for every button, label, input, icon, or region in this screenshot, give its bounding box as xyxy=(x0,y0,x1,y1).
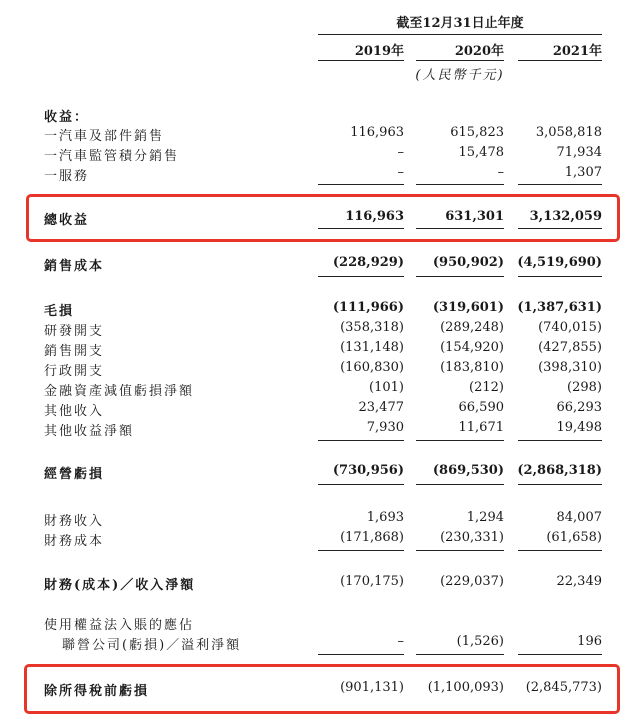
cell-2020: (319,601) xyxy=(432,300,504,315)
cell-2021: 84,007 xyxy=(556,510,602,525)
cell-2020: (1,100,093) xyxy=(427,680,504,695)
cell-2019: 116,963 xyxy=(345,209,404,224)
cell-2019: – xyxy=(397,165,404,180)
subtotal-line xyxy=(318,550,404,551)
row-label: 毛損 xyxy=(44,304,75,319)
year-underline xyxy=(416,60,504,61)
cell-2021: (61,658) xyxy=(546,530,602,545)
cell-2021: (1,387,631) xyxy=(517,300,602,315)
cell-2021: 71,934 xyxy=(556,145,602,160)
subtotal-line xyxy=(416,654,504,655)
row-label: 一汽車監管積分銷售 xyxy=(44,149,180,164)
cell-2021: 66,293 xyxy=(556,400,602,415)
row-label: 財務收入 xyxy=(44,514,105,529)
total-line xyxy=(318,228,404,229)
year-2020-header: 2020年 xyxy=(454,44,504,59)
cell-2020: 631,301 xyxy=(445,209,504,224)
cell-2019: (131,148) xyxy=(340,340,404,355)
row-label: 金融資產減值虧損淨額 xyxy=(44,384,195,399)
subtotal-line xyxy=(416,550,504,551)
cell-2021: 22,349 xyxy=(556,574,602,589)
cell-2021: 3,058,818 xyxy=(535,125,602,140)
period-underline xyxy=(318,34,602,35)
row-label: 銷售開支 xyxy=(44,344,105,359)
cell-2019: (730,956) xyxy=(332,463,404,478)
cell-2020: (230,331) xyxy=(440,530,504,545)
cell-2019: 1,693 xyxy=(366,510,404,525)
subtotal-line xyxy=(416,484,504,485)
row-label: 研發開支 xyxy=(44,324,105,339)
cell-2020: 1,294 xyxy=(466,510,504,525)
subtotal-line xyxy=(416,276,504,277)
cell-2020: 66,590 xyxy=(458,400,504,415)
row-label: 其他收益淨額 xyxy=(44,424,135,439)
cell-2020: – xyxy=(497,165,504,180)
cell-2020: 11,671 xyxy=(458,420,504,435)
year-underline xyxy=(318,60,404,61)
subtotal-line xyxy=(518,184,602,185)
total-line xyxy=(518,228,602,229)
cell-2020: (212) xyxy=(469,380,504,395)
cell-2019: (160,830) xyxy=(340,360,404,375)
row-label: 一服務 xyxy=(44,169,90,184)
cell-2019: 23,477 xyxy=(358,400,404,415)
period-header: 截至12月31日止年度 xyxy=(396,16,524,31)
cell-2021: (740,015) xyxy=(538,320,602,335)
row-label: 使用權益法入賬的應佔 xyxy=(44,618,195,633)
cell-2019: (171,868) xyxy=(340,530,404,545)
cell-2021: (427,855) xyxy=(538,340,602,355)
cell-2019: 116,963 xyxy=(350,125,404,140)
row-label: 財務成本 xyxy=(44,534,105,549)
row-label-continued: 聯營公司(虧損)／溢利淨額 xyxy=(62,638,242,653)
row-label: 其他收入 xyxy=(44,404,105,419)
cell-2020: (229,037) xyxy=(440,574,504,589)
subtotal-line xyxy=(518,550,602,551)
year-underline xyxy=(518,60,602,61)
cell-2019: (170,175) xyxy=(340,574,404,589)
cell-2019: (358,318) xyxy=(340,320,404,335)
cell-2021: 196 xyxy=(577,634,602,649)
cell-2019: – xyxy=(397,145,404,160)
cell-2021: (398,310) xyxy=(538,360,602,375)
subtotal-line xyxy=(318,484,404,485)
row-label: 經營虧損 xyxy=(44,467,105,482)
row-label: 財務(成本)／收入淨額 xyxy=(44,578,196,593)
subtotal-line xyxy=(518,440,602,441)
unit-label: (人民幣千元) xyxy=(415,68,505,83)
year-2021-header: 2021年 xyxy=(552,44,602,59)
subtotal-line xyxy=(518,276,602,277)
subtotal-line xyxy=(318,440,404,441)
subtotal-line xyxy=(318,184,404,185)
cell-2019: (901,131) xyxy=(340,680,404,695)
year-2019-header: 2019年 xyxy=(354,44,404,59)
cell-2021: (2,868,318) xyxy=(517,463,602,478)
cell-2021: (298) xyxy=(567,380,602,395)
subtotal-line xyxy=(518,654,602,655)
subtotal-line xyxy=(318,276,404,277)
cell-2020: 15,478 xyxy=(458,145,504,160)
total-line xyxy=(416,228,504,229)
cell-2019: 7,930 xyxy=(366,420,404,435)
cell-2020: 615,823 xyxy=(450,125,504,140)
row-label: 銷售成本 xyxy=(44,259,105,274)
cell-2020: (154,920) xyxy=(440,340,504,355)
cell-2020: (1,526) xyxy=(456,634,504,649)
cell-2019: (228,929) xyxy=(332,255,404,270)
row-label: 行政開支 xyxy=(44,364,105,379)
cell-2021: (4,519,690) xyxy=(517,255,602,270)
row-label: 除所得稅前虧損 xyxy=(44,684,150,699)
row-label: 總收益 xyxy=(44,213,90,228)
cell-2021: 19,498 xyxy=(556,420,602,435)
row-label: 一汽車及部件銷售 xyxy=(44,129,165,144)
cell-2021: 1,307 xyxy=(564,165,602,180)
subtotal-line xyxy=(416,440,504,441)
cell-2020: (183,810) xyxy=(440,360,504,375)
cell-2019: (101) xyxy=(369,380,404,395)
cell-2021: (2,845,773) xyxy=(525,680,602,695)
cell-2019: (111,966) xyxy=(332,300,404,315)
revenue-heading: 收益： xyxy=(44,110,90,125)
cell-2020: (950,902) xyxy=(432,255,504,270)
subtotal-line xyxy=(318,654,404,655)
subtotal-line xyxy=(416,184,504,185)
subtotal-line xyxy=(518,484,602,485)
cell-2020: (869,530) xyxy=(432,463,504,478)
cell-2021: 3,132,059 xyxy=(529,209,602,224)
cell-2020: (289,248) xyxy=(440,320,504,335)
cell-2019: – xyxy=(397,634,404,649)
